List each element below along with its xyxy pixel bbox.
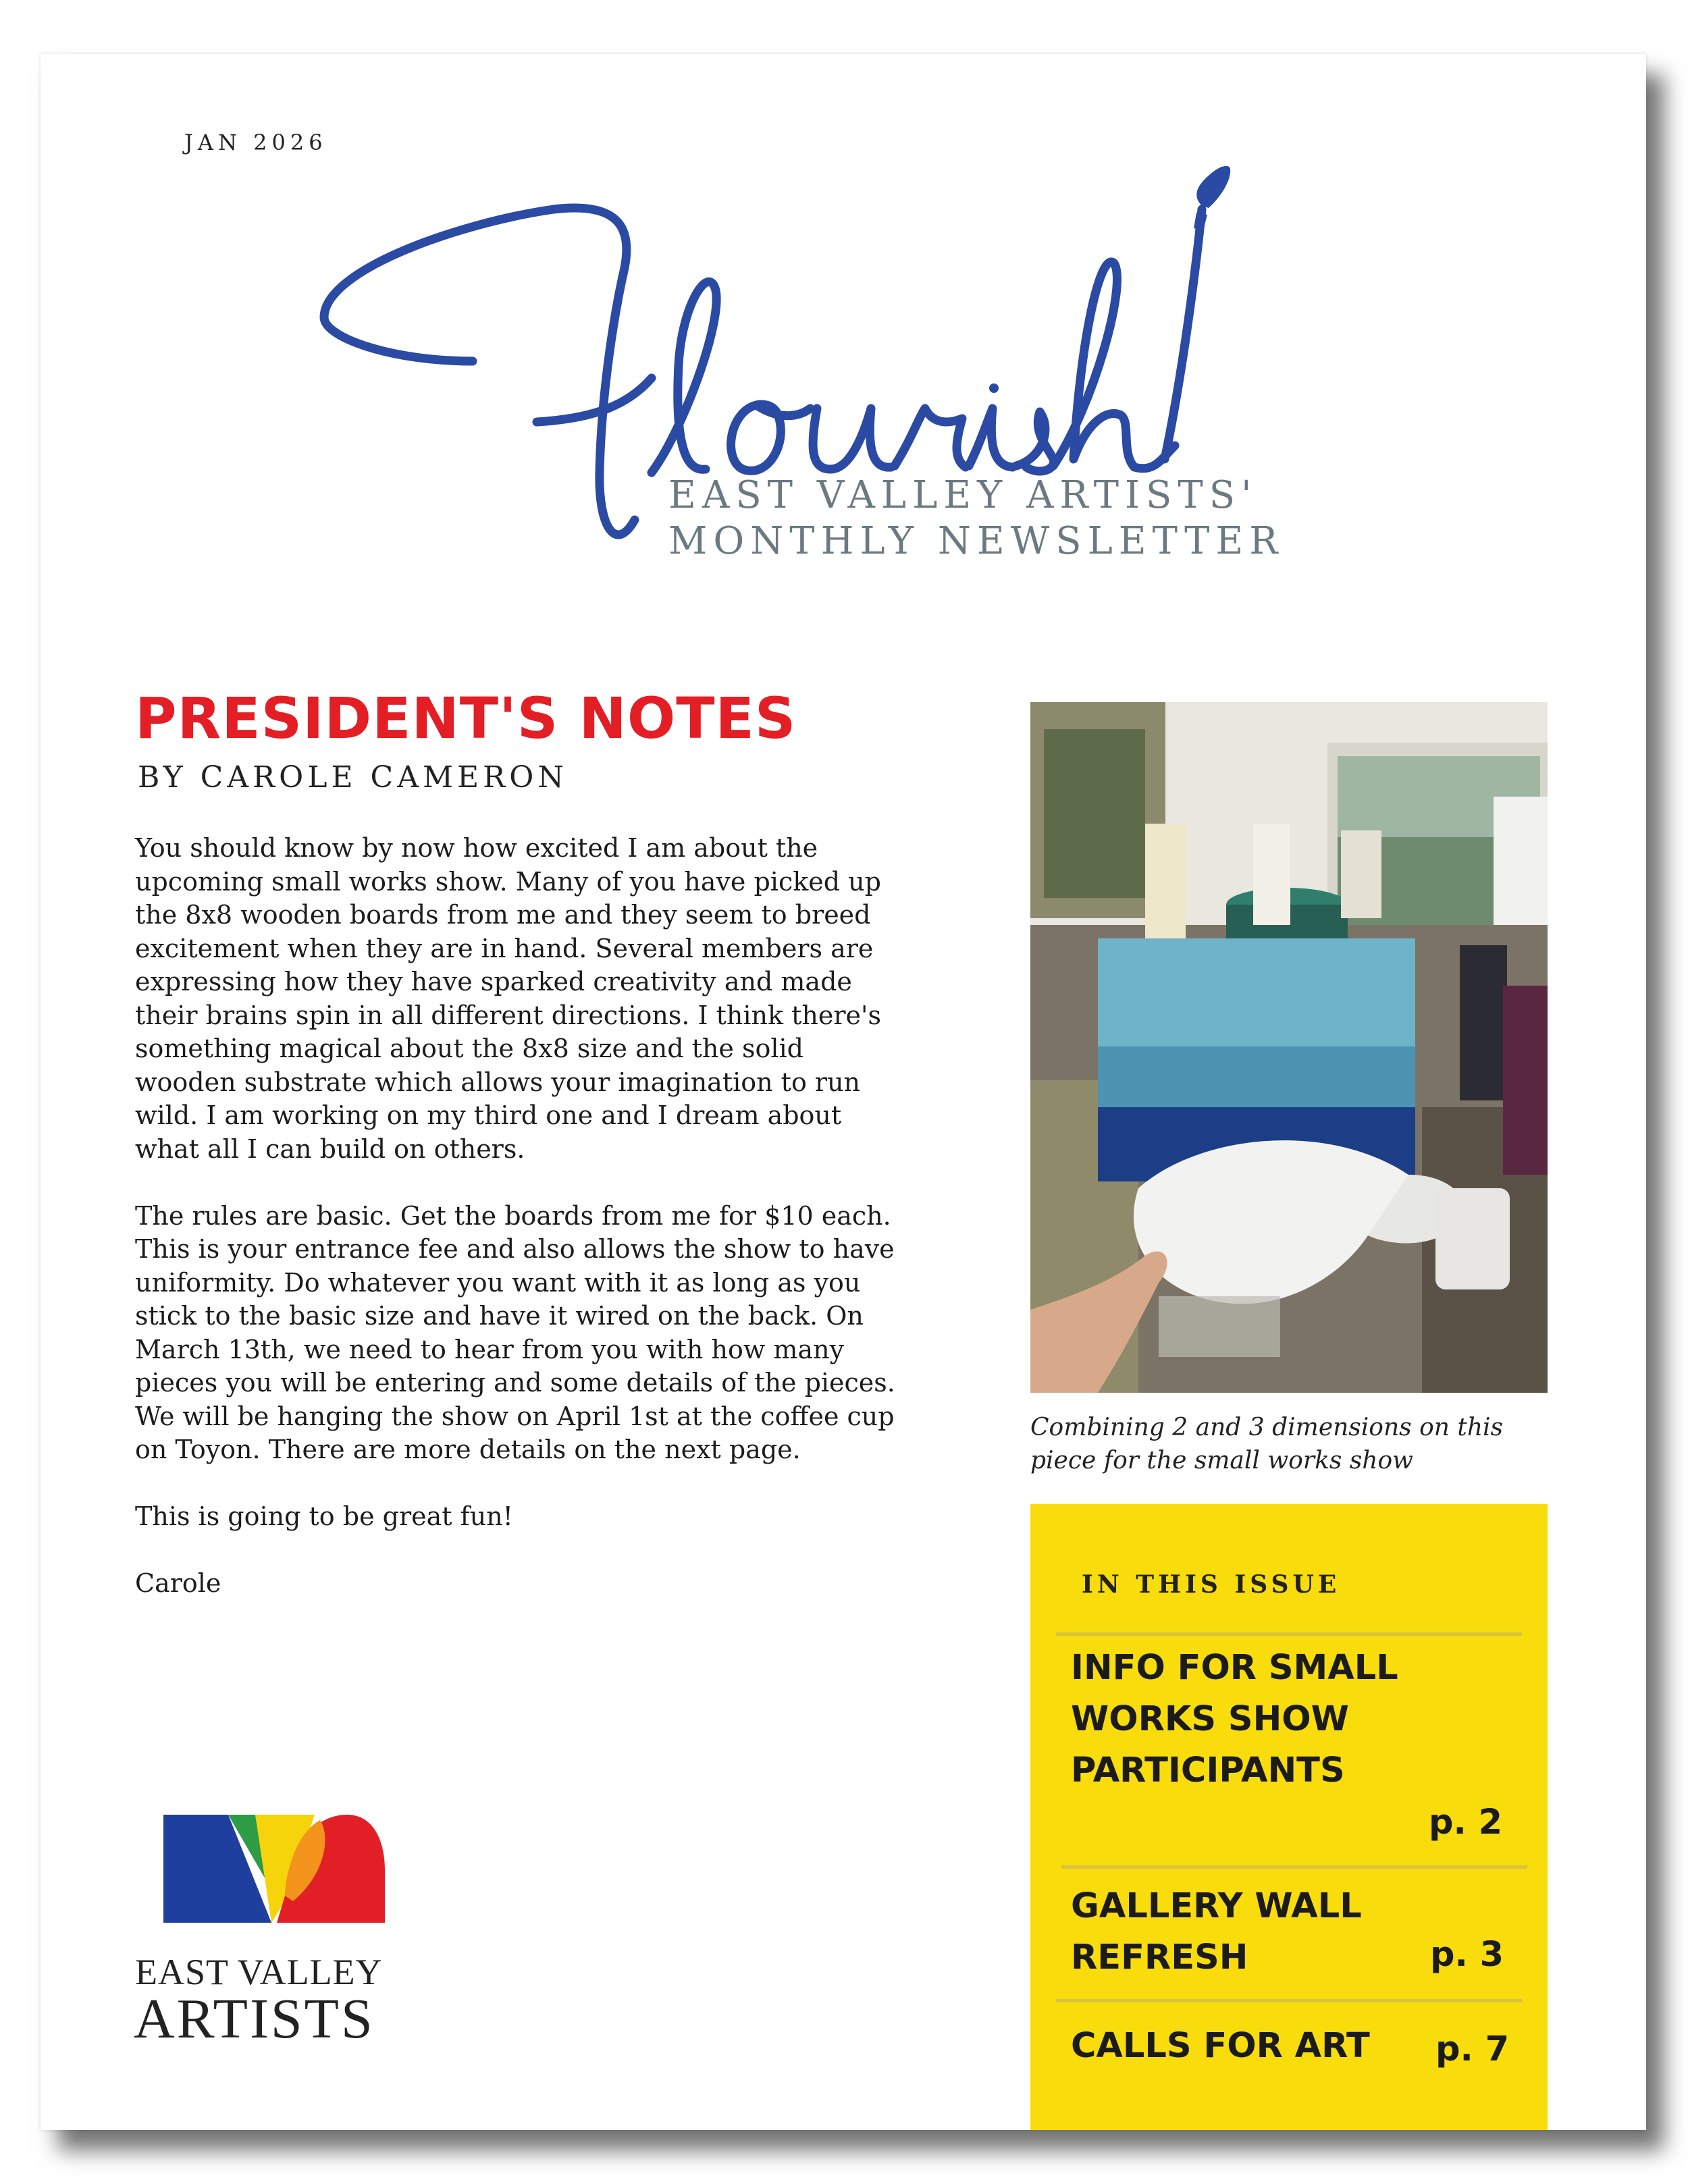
masthead-flourish-logo [41,54,1646,662]
east-valley-artists-logo-icon [135,1815,419,1923]
article-paragraph: You should know by now how excited I am about the upcoming small works show. Many of you have picked up the 8x8 wooden boards from me and they seem to breed excitement when they are in hand. Several members are expressing how they have sparked creativity and made their brains spin in all different directions. I think there's something magical about the 8x8 size and the solid wooden substrate which allows your imagination to run wild. I am working on my third one and I dream about what all I can build on others. [135,833,881,1164]
photo-caption: Combining 2 and 3 dimensions on this piece for the small works show [1030,1414,1504,1474]
toc-item-gallery-wall[interactable] [1071,1881,1489,1983]
in-this-issue-box [1030,1504,1548,2130]
logo-text-line-1: EAST VALLEY [135,1952,383,1992]
toc-divider [1061,1865,1527,1869]
toc-item-line: PARTICIPANTS [1071,1751,1345,1790]
newsletter-page [41,54,1646,2130]
toc-item-line: REFRESH [1071,1938,1248,1977]
article-paragraph: The rules are basic. Get the boards from me for $10 each. This is your entrance fee and also allows the show to have uniformity. Do whatever you want with it as long as you stick to the basic size and have it wired on the back. On March 13th, we need to hear from you with how many pieces you will be entering and some details of the pieces. We will be hanging the show on April 1st at the coffee cup on Toyon. There are more details on the next page. [135,1200,895,1464]
article-title: PRESIDENT'S NOTES [135,685,797,751]
toc-item-line: CALLS FOR ART [1071,2026,1370,2066]
toc-heading: IN THIS ISSUE [1082,1570,1341,1599]
masthead-subtitle [668,473,1284,564]
toc-page-number: p. 7 [1435,2029,1510,2069]
toc-item-small-works[interactable] [1071,1643,1489,1796]
subtitle-line-1: EAST VALLEY ARTISTS' [668,473,1258,517]
toc-divider [1056,1999,1522,2002]
article-paragraph: This is going to be great fun! [135,1501,513,1531]
article-body [135,832,912,1634]
artwork-photo [1030,702,1548,1393]
toc-item-line: WORKS SHOW [1071,1699,1349,1739]
article-signature: Carole [135,1568,221,1598]
article-byline: BY CAROLE CAMERON [138,760,568,795]
logo-text-line-2: ARTISTS [134,1988,375,2050]
toc-item-line: INFO FOR SMALL [1071,1648,1398,1688]
toc-divider [1056,1632,1522,1636]
toc-page-number: p. 3 [1430,1935,1504,1975]
issue-date: JAN 2026 [184,130,327,155]
toc-item-line: GALLERY WALL [1071,1886,1362,1926]
toc-page-number: p. 2 [1429,1803,1503,1842]
subtitle-line-2: MONTHLY NEWSLETTER [668,519,1284,563]
toc-item-calls-for-art[interactable] [1071,2021,1489,2072]
